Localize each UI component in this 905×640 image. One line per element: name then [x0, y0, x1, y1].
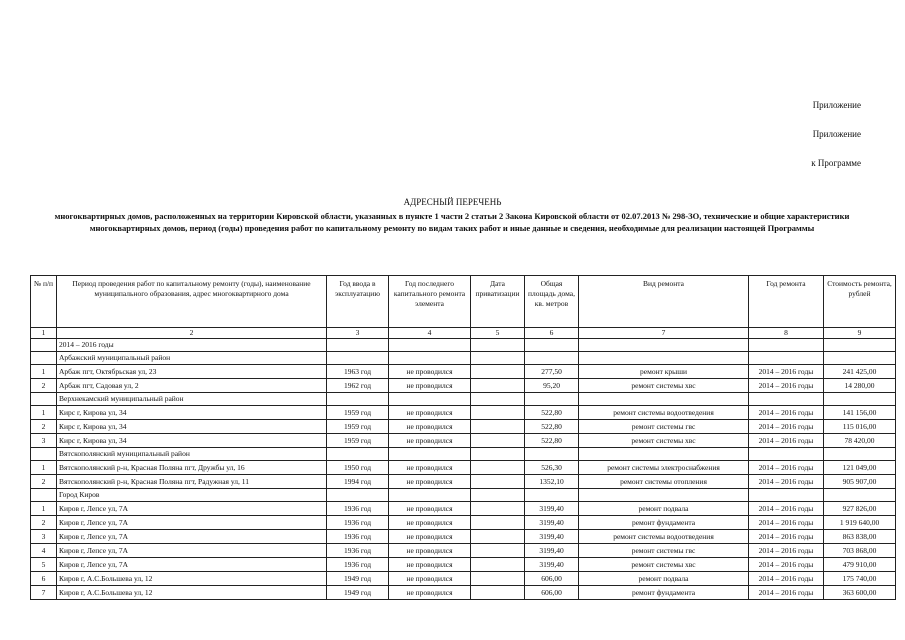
- document-subtitle: многоквартирных домов, расположенных на территории Кировской области, указанных в пункте 1 части 2 статьи 2 Закона Кировской области от 02.07.2013 № 298-ЗО, технические и общие характеристики многоквартирных домов, период (годы) проведения работ по капитальному ремонту по видам таких работ и иные данные и сведения, необходимые для реализации настоящей Программы: [54, 211, 850, 233]
- section-empty-cell: [749, 489, 824, 502]
- row-privatization: [471, 502, 525, 516]
- section-empty-cell: [389, 448, 471, 461]
- row-last-repair: не проводился: [389, 530, 471, 544]
- row-repair-year: 2014 – 2016 годы: [749, 365, 824, 379]
- row-area: 3199,40: [525, 516, 579, 530]
- row-privatization: [471, 530, 525, 544]
- section-row: [31, 352, 896, 365]
- row-address: Киров г, Лепсе ул, 7А: [57, 530, 327, 544]
- header-built-year: Год ввода в эксплуатацию: [327, 276, 389, 328]
- section-empty-cell: [749, 393, 824, 406]
- row-built-year: 1963 год: [327, 365, 389, 379]
- row-cost: 363 600,00: [824, 586, 896, 600]
- row-repair-kind: ремонт подвала: [579, 572, 749, 586]
- column-number: 5: [471, 328, 525, 339]
- section-empty-cell: [471, 489, 525, 502]
- row-number: 2: [31, 475, 57, 489]
- section-empty-cell: [327, 339, 389, 352]
- row-repair-year: 2014 – 2016 годы: [749, 434, 824, 448]
- table-row: [31, 544, 896, 558]
- row-built-year: 1959 год: [327, 406, 389, 420]
- row-number: 1: [31, 461, 57, 475]
- table-header-row: [31, 276, 896, 328]
- row-area: 522,80: [525, 434, 579, 448]
- row-built-year: 1936 год: [327, 502, 389, 516]
- section-empty-cell: [471, 339, 525, 352]
- row-privatization: [471, 516, 525, 530]
- row-cost: 141 156,00: [824, 406, 896, 420]
- row-last-repair: не проводился: [389, 434, 471, 448]
- row-address: Кирс г, Кирова ул, 34: [57, 434, 327, 448]
- appendix-line-2: Приложение: [812, 129, 861, 139]
- table-row: [31, 502, 896, 516]
- section-number-cell: [31, 393, 57, 406]
- document-title: АДРЕСНЫЙ ПЕРЕЧЕНЬ: [403, 197, 502, 207]
- row-area: 522,80: [525, 420, 579, 434]
- row-last-repair: не проводился: [389, 558, 471, 572]
- section-empty-cell: [327, 489, 389, 502]
- row-repair-kind: ремонт системы хвс: [579, 379, 749, 393]
- row-repair-kind: ремонт системы отопления: [579, 475, 749, 489]
- section-empty-cell: [579, 339, 749, 352]
- row-number: 2: [31, 379, 57, 393]
- table-row: [31, 586, 896, 600]
- section-title: Арбажский муниципальный район: [57, 352, 327, 365]
- row-built-year: 1959 год: [327, 420, 389, 434]
- table-row: [31, 365, 896, 379]
- row-number: 5: [31, 558, 57, 572]
- row-cost: 241 425,00: [824, 365, 896, 379]
- row-cost: 121 049,00: [824, 461, 896, 475]
- section-number-cell: [31, 352, 57, 365]
- row-number: 1: [31, 365, 57, 379]
- section-row: [31, 489, 896, 502]
- table-row: [31, 461, 896, 475]
- section-empty-cell: [525, 448, 579, 461]
- row-privatization: [471, 434, 525, 448]
- table-row: [31, 558, 896, 572]
- row-number: 6: [31, 572, 57, 586]
- appendix-line-1: Приложение: [812, 100, 861, 110]
- section-empty-cell: [579, 393, 749, 406]
- section-empty-cell: [471, 448, 525, 461]
- column-number: 2: [57, 328, 327, 339]
- column-number: 4: [389, 328, 471, 339]
- appendix-line-3: к Программе: [811, 158, 861, 168]
- row-cost: 14 280,00: [824, 379, 896, 393]
- section-title: 2014 – 2016 годы: [57, 339, 327, 352]
- row-address: Вятскополянский р-н, Красная Поляна пгт, Радужная ул, 11: [57, 475, 327, 489]
- row-cost: 863 838,00: [824, 530, 896, 544]
- header-repair-kind: Вид ремонта: [579, 276, 749, 328]
- table-body: [31, 328, 896, 600]
- row-number: 3: [31, 434, 57, 448]
- row-repair-kind: ремонт системы хвс: [579, 434, 749, 448]
- section-title: Верхнекамский муниципальный район: [57, 393, 327, 406]
- column-number: 9: [824, 328, 896, 339]
- row-area: 1352,10: [525, 475, 579, 489]
- row-repair-kind: ремонт фундамента: [579, 586, 749, 600]
- row-repair-year: 2014 – 2016 годы: [749, 406, 824, 420]
- column-number: 6: [525, 328, 579, 339]
- row-repair-kind: ремонт системы гвс: [579, 420, 749, 434]
- table-row: [31, 530, 896, 544]
- row-last-repair: не проводился: [389, 475, 471, 489]
- row-privatization: [471, 558, 525, 572]
- row-number: 1: [31, 502, 57, 516]
- row-last-repair: не проводился: [389, 379, 471, 393]
- row-privatization: [471, 406, 525, 420]
- row-repair-kind: ремонт системы хвс: [579, 558, 749, 572]
- row-repair-year: 2014 – 2016 годы: [749, 586, 824, 600]
- section-empty-cell: [389, 489, 471, 502]
- row-number: 7: [31, 586, 57, 600]
- column-number: 1: [31, 328, 57, 339]
- section-number-cell: [31, 339, 57, 352]
- table-row: [31, 406, 896, 420]
- header-repair-year: Год ремонта: [749, 276, 824, 328]
- row-repair-year: 2014 – 2016 годы: [749, 420, 824, 434]
- section-number-cell: [31, 489, 57, 502]
- row-area: 606,00: [525, 572, 579, 586]
- column-number-row: [31, 328, 896, 339]
- section-row: [31, 393, 896, 406]
- row-cost: 78 420,00: [824, 434, 896, 448]
- row-area: 3199,40: [525, 502, 579, 516]
- row-address: Киров г, Лепсе ул, 7А: [57, 502, 327, 516]
- section-empty-cell: [389, 352, 471, 365]
- header-number: № п/п: [31, 276, 57, 328]
- row-privatization: [471, 365, 525, 379]
- row-cost: 703 868,00: [824, 544, 896, 558]
- row-number: 3: [31, 530, 57, 544]
- row-privatization: [471, 572, 525, 586]
- section-empty-cell: [389, 393, 471, 406]
- row-area: 3199,40: [525, 544, 579, 558]
- row-number: 4: [31, 544, 57, 558]
- section-empty-cell: [525, 393, 579, 406]
- row-address: Арбаж пгт, Октябрьская ул, 23: [57, 365, 327, 379]
- row-last-repair: не проводился: [389, 365, 471, 379]
- row-address: Вятскополянский р-н, Красная Поляна пгт, Дружбы ул, 16: [57, 461, 327, 475]
- header-last-repair: Год последнего капитального ремонта элемента: [389, 276, 471, 328]
- section-empty-cell: [824, 393, 896, 406]
- row-built-year: 1959 год: [327, 434, 389, 448]
- section-empty-cell: [525, 352, 579, 365]
- table-row: [31, 475, 896, 489]
- section-empty-cell: [471, 393, 525, 406]
- row-cost: 927 826,00: [824, 502, 896, 516]
- row-built-year: 1936 год: [327, 516, 389, 530]
- section-empty-cell: [579, 448, 749, 461]
- row-built-year: 1949 год: [327, 586, 389, 600]
- row-repair-year: 2014 – 2016 годы: [749, 544, 824, 558]
- row-built-year: 1936 год: [327, 544, 389, 558]
- header-area: Общая площадь дома, кв. метров: [525, 276, 579, 328]
- row-repair-year: 2014 – 2016 годы: [749, 558, 824, 572]
- row-number: 2: [31, 420, 57, 434]
- row-repair-kind: ремонт крыши: [579, 365, 749, 379]
- table-row: [31, 572, 896, 586]
- row-repair-year: 2014 – 2016 годы: [749, 502, 824, 516]
- row-cost: 1 919 640,00: [824, 516, 896, 530]
- row-privatization: [471, 586, 525, 600]
- row-privatization: [471, 475, 525, 489]
- row-area: 277,50: [525, 365, 579, 379]
- row-area: 522,80: [525, 406, 579, 420]
- section-empty-cell: [824, 448, 896, 461]
- row-built-year: 1936 год: [327, 558, 389, 572]
- section-row: [31, 448, 896, 461]
- row-address: Кирс г, Кирова ул, 34: [57, 420, 327, 434]
- row-cost: 175 740,00: [824, 572, 896, 586]
- section-empty-cell: [824, 352, 896, 365]
- row-repair-year: 2014 – 2016 годы: [749, 475, 824, 489]
- row-repair-kind: ремонт системы водоотведения: [579, 530, 749, 544]
- row-address: Киров г, Лепсе ул, 7А: [57, 516, 327, 530]
- section-empty-cell: [525, 489, 579, 502]
- row-address: Арбаж пгт, Садовая ул, 2: [57, 379, 327, 393]
- row-last-repair: не проводился: [389, 516, 471, 530]
- row-last-repair: не проводился: [389, 502, 471, 516]
- row-repair-year: 2014 – 2016 годы: [749, 516, 824, 530]
- row-built-year: 1936 год: [327, 530, 389, 544]
- row-last-repair: не проводился: [389, 420, 471, 434]
- row-built-year: 1994 год: [327, 475, 389, 489]
- row-area: 606,00: [525, 586, 579, 600]
- section-empty-cell: [327, 352, 389, 365]
- column-number: 3: [327, 328, 389, 339]
- row-repair-kind: ремонт подвала: [579, 502, 749, 516]
- row-last-repair: не проводился: [389, 572, 471, 586]
- row-address: Киров г, Лепсе ул, 7А: [57, 558, 327, 572]
- row-number: 1: [31, 406, 57, 420]
- section-number-cell: [31, 448, 57, 461]
- address-list-table: [30, 275, 896, 600]
- row-area: 526,30: [525, 461, 579, 475]
- section-empty-cell: [749, 448, 824, 461]
- section-empty-cell: [749, 339, 824, 352]
- section-empty-cell: [749, 352, 824, 365]
- row-privatization: [471, 420, 525, 434]
- row-area: 3199,40: [525, 530, 579, 544]
- section-empty-cell: [471, 352, 525, 365]
- row-repair-year: 2014 – 2016 годы: [749, 530, 824, 544]
- section-empty-cell: [525, 339, 579, 352]
- section-empty-cell: [327, 448, 389, 461]
- row-address: Киров г, А.С.Большева ул, 12: [57, 586, 327, 600]
- table-row: [31, 379, 896, 393]
- row-repair-year: 2014 – 2016 годы: [749, 379, 824, 393]
- row-address: Кирс г, Кирова ул, 34: [57, 406, 327, 420]
- row-built-year: 1962 год: [327, 379, 389, 393]
- section-empty-cell: [579, 352, 749, 365]
- row-repair-kind: ремонт системы гвс: [579, 544, 749, 558]
- row-repair-year: 2014 – 2016 годы: [749, 461, 824, 475]
- row-repair-kind: ремонт фундамента: [579, 516, 749, 530]
- row-address: Киров г, Лепсе ул, 7А: [57, 544, 327, 558]
- row-area: 3199,40: [525, 558, 579, 572]
- column-number: 7: [579, 328, 749, 339]
- row-privatization: [471, 461, 525, 475]
- table-row: [31, 516, 896, 530]
- section-title: Вятскополянский муниципальный район: [57, 448, 327, 461]
- section-empty-cell: [824, 489, 896, 502]
- section-row: [31, 339, 896, 352]
- row-area: 95,20: [525, 379, 579, 393]
- table-row: [31, 434, 896, 448]
- section-empty-cell: [824, 339, 896, 352]
- row-repair-year: 2014 – 2016 годы: [749, 572, 824, 586]
- row-last-repair: не проводился: [389, 461, 471, 475]
- row-privatization: [471, 379, 525, 393]
- header-address: Период проведения работ по капитальному ремонту (годы), наименование муниципального образования, адрес многоквартирного дома: [57, 276, 327, 328]
- section-empty-cell: [327, 393, 389, 406]
- row-built-year: 1950 год: [327, 461, 389, 475]
- row-cost: 905 907,00: [824, 475, 896, 489]
- row-cost: 115 016,00: [824, 420, 896, 434]
- row-repair-kind: ремонт системы водоотведения: [579, 406, 749, 420]
- row-cost: 479 910,00: [824, 558, 896, 572]
- row-privatization: [471, 544, 525, 558]
- row-last-repair: не проводился: [389, 544, 471, 558]
- section-title: Город Киров: [57, 489, 327, 502]
- row-last-repair: не проводился: [389, 586, 471, 600]
- table-row: [31, 420, 896, 434]
- row-repair-kind: ремонт системы электроснабжения: [579, 461, 749, 475]
- header-privatization: Дата приватизации: [471, 276, 525, 328]
- row-built-year: 1949 год: [327, 572, 389, 586]
- section-empty-cell: [579, 489, 749, 502]
- column-number: 8: [749, 328, 824, 339]
- row-last-repair: не проводился: [389, 406, 471, 420]
- header-cost: Стоимость ремонта, рублей: [824, 276, 896, 328]
- row-number: 2: [31, 516, 57, 530]
- section-empty-cell: [389, 339, 471, 352]
- row-address: Киров г, А.С.Большева ул, 12: [57, 572, 327, 586]
